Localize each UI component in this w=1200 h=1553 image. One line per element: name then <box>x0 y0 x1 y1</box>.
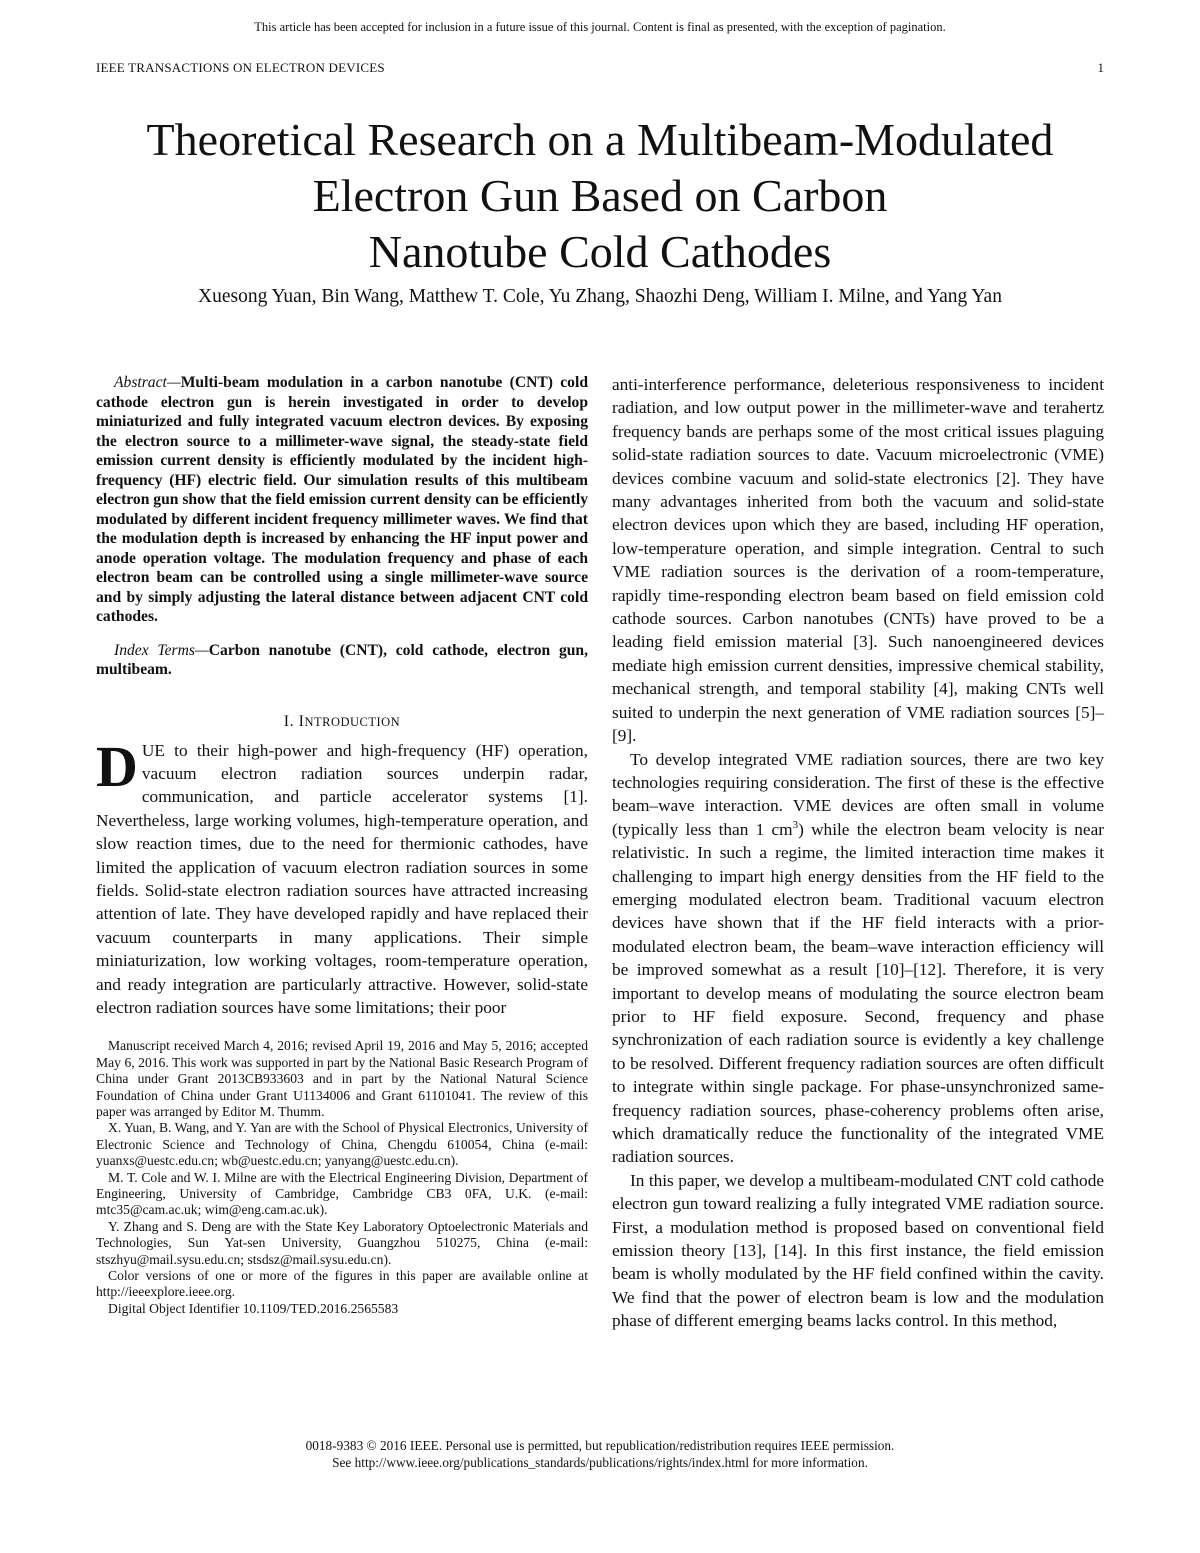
superscript: 3 <box>792 818 799 831</box>
author-list: Xuesong Yuan, Bin Wang, Matthew T. Cole, Yu Zhang, Shaozhi Deng, William I. Milne, and Yang Yan <box>198 286 1002 307</box>
abstract-label: Abstract— <box>114 374 181 391</box>
copyright-link-line: See http://www.ieee.org/publications_standards/publications/rights/index.html for more information. <box>332 1455 868 1470</box>
index-terms-label: Index Terms— <box>114 641 209 659</box>
section-number: I. <box>283 712 295 730</box>
footnote-manuscript: Manuscript received March 4, 2016; revised April 19, 2016 and May 5, 2016; accepted May 6, 2016. This work was supported in part by the National Basic Research Program of China under Grant 2013CB933603 and in part by the National Natural Science Foundation of China under Grant U1134006 and Grant 61101041. The review of this paper was arranged by Editor M. Thumm. <box>96 1038 588 1119</box>
abstract-text: Multi-beam modulation in a carbon nanotube (CNT) cold cathode electron gun is herein investigated in order to develop miniaturized and fully integrated vacuum electron devices. By exposing the electron source to a millimeter-wave signal, the steady-state field emission current density is efficiently modulated by the incident high-frequency (HF) electric field. Our simulation results of this multibeam electron gun show that the field emission current density can be efficiently modulated by different incident frequency millimeter waves. We find that the modulation depth is increased by enhancing the HF input power and anode operation voltage. The modulation frequency and phase of each electron beam can be controlled using a single millimeter-wave source and by simply adjusting the lateral distance between adjacent CNT cold cathodes. <box>96 374 588 625</box>
paper-title <box>60 112 1140 280</box>
footnote-affiliation: X. Yuan, B. Wang, and Y. Yan are with the School of Physical Electronics, University of Electronic Science and Technology of China, Chengdu 610054, China (e-mail: yuanxs@uestc.edu.cn; wb@uestc.edu.cn; yanyang@uestc.edu.cn). <box>96 1120 588 1169</box>
body-paragraph <box>612 748 1104 1169</box>
section-heading <box>96 713 588 731</box>
drop-cap: D <box>96 733 138 799</box>
title-line: Nanotube Cold Cathodes <box>368 226 832 277</box>
index-terms <box>96 641 588 680</box>
intro-text: UE to their high-power and high-frequency (HF) operation, vacuum electron radiation sources underpin radar, communication, and particle accelerator systems [1]. Nevertheless, large working volumes, high-temperature operation, and slow reaction times, due to the need for thermionic cathodes, have limited the application of vacuum electron radiation sources in some fields. Solid-state electron radiation sources have attracted increasing attention of late. They have developed rapidly and have replaced their vacuum counterparts in many applications. Their simple miniaturization, low working voltages, room-temperature operation, and ready integration are particularly attractive. However, solid-state electron radiation sources have some limitations; their poor <box>96 740 588 1017</box>
left-column <box>96 373 588 1317</box>
footnote-color: Color versions of one or more of the figures in this paper are available online at http://ieeexplore.ieee.org. <box>96 1268 588 1300</box>
footnote-doi: Digital Object Identifier 10.1109/TED.2016.2565583 <box>108 1300 399 1316</box>
journal-name: IEEE TRANSACTIONS ON ELECTRON DEVICES <box>96 60 385 75</box>
body-text: ) while the electron beam velocity is near relativistic. In such a regime, the limited interaction time makes it challenging to impart high energy densities from the HF field to the emerging modulated electron beam. Traditional vacuum electron devices have shown that if the HF field interacts with a prior-modulated electron beam, the beam–wave interaction efficiency will be improved somewhat as a result [10]–[12]. Therefore, it is very important to develop means of modulating the source electron beam prior to HF field exposure. Second, frequency and phase synchronization of each radiation source is evidently a key challenge to be resolved. Different frequency radiation sources are often difficult to integrate within single package. For phase-unsynchronized same-frequency radiation sources, phase-coherency problems often arise, which dramatically reduce the functionality of the integrated VME radiation sources. <box>612 819 1104 1167</box>
footnotes <box>96 1038 588 1317</box>
section-title-initial: I <box>298 712 305 730</box>
copyright-line: 0018-9383 © 2016 IEEE. Personal use is permitted, but republication/redistribution requires IEEE permission. <box>305 1438 895 1453</box>
body-text: To develop integrated VME radiation sources, there are two key technologies requiring consideration. The first of these is the effective beam–wave interaction. VME devices are often small in volume (typically less than 1 cm <box>612 749 1104 839</box>
acceptance-notice: This article has been accepted for inclusion in a future issue of this journal. Content is final as presented, with the exception of pagination. <box>254 20 946 34</box>
body-paragraph: In this paper, we develop a multibeam-modulated CNT cold cathode electron gun toward realizing a fully integrated VME radiation source. First, a modulation method is proposed based on conventional field emission theory [13], [14]. In this first instance, the field emission beam is wholly modulated by the HF field confined within the cavity. We find that the power of electron beam is low and the modulation phase of different emerging beams lacks control. In this method, <box>612 1170 1104 1331</box>
right-column <box>612 373 1104 1333</box>
title-line: Electron Gun Based on Carbon <box>312 170 888 221</box>
section-title-rest: NTRODUCTION <box>304 714 401 729</box>
copyright-footer <box>0 1437 1200 1471</box>
footnote-affiliation: Y. Zhang and S. Deng are with the State Key Laboratory Optoelectronic Materials and Technologies, Sun Yat-sen University, Guangzhou 510275, China (e-mail: stszhyu@mail.sysu.edu.cn; stsdsz@mail.sysu.edu.cn). <box>96 1218 588 1267</box>
intro-paragraph <box>96 733 588 1020</box>
body-paragraph: anti-interference performance, deleterious responsiveness to incident radiation, and low output power in the millimeter-wave and terahertz frequency bands are perhaps some of the most critical issues plaguing solid-state radiation sources to date. Vacuum microelectronic (VME) devices combine vacuum and solid-state electronics [2]. They have many advantages inherited from both the vacuum and solid-state electron devices upon which they are based, including HF operation, low-temperature operation, and simple integration. Central to such VME radiation sources is the derivation of a room-temperature, rapidly time-responding electron beam based on field emission cold cathode sources. Carbon nanotubes (CNTs) have proved to be a leading field emission material [3]. Such nanoengineered devices mediate high emission current densities, impressive chemical stability, mechanical strength, and temporal stability [4], making CNTs well suited to underpin the next generation of VME radiation sources [5]–[9]. <box>612 375 1104 746</box>
footnote-affiliation: M. T. Cole and W. I. Milne are with the Electrical Engineering Division, Department of Engineering, University of Cambridge, Cambridge CB3 0FA, U.K. (e-mail: mtc35@cam.ac.uk; wim@eng.cam.ac.uk). <box>96 1169 588 1218</box>
title-line: Theoretical Research on a Multibeam-Modulated <box>146 114 1054 165</box>
abstract <box>96 373 588 627</box>
page-number: 1 <box>1097 60 1104 75</box>
index-terms-text: Carbon nanotube (CNT), cold cathode, electron gun, multibeam. <box>96 641 588 678</box>
